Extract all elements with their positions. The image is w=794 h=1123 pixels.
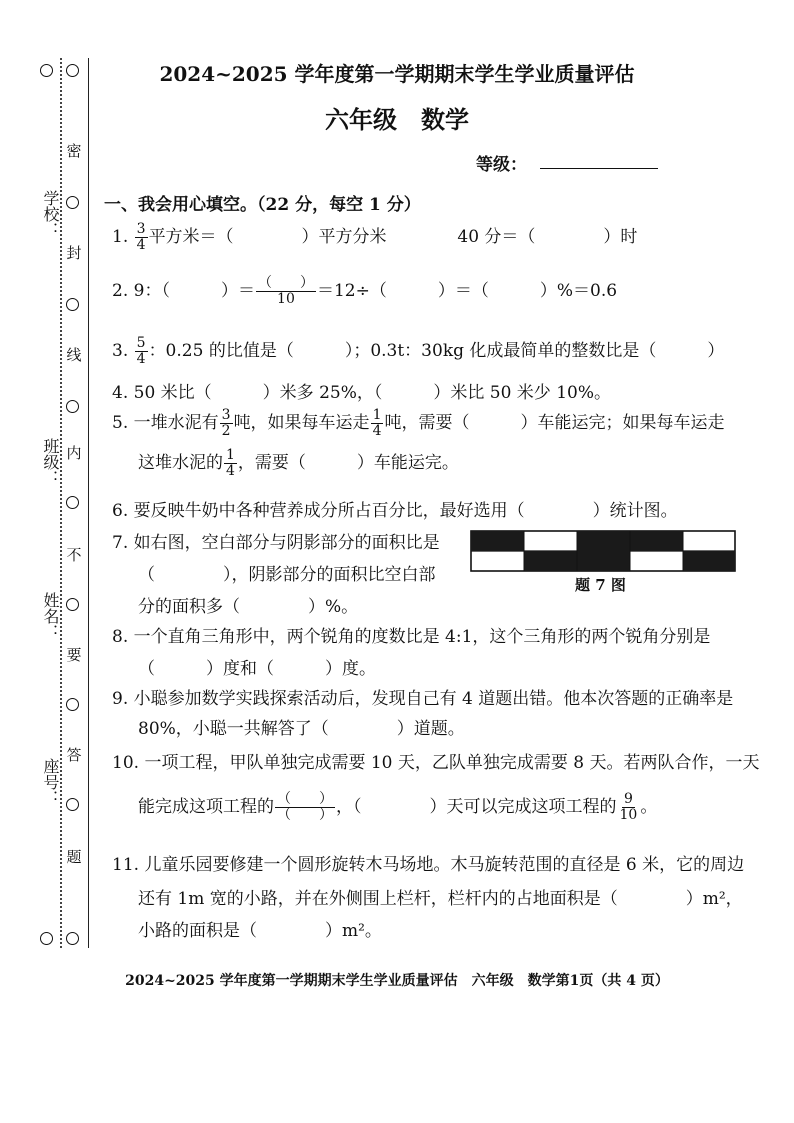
q3-fraction: $\frac{5}{4}$	[136, 335, 146, 367]
margin-circle	[66, 598, 79, 611]
q1-part-a: 平方米＝（ ）平方分米	[148, 227, 387, 247]
question-1	[112, 222, 637, 253]
q2-part-a: 9：（ ）＝	[133, 281, 255, 301]
q9-number: 9.	[112, 689, 129, 709]
question-9	[112, 684, 733, 709]
q1-part-b: 40 分＝（ ）时	[457, 227, 638, 247]
label-name: 姓名：	[38, 592, 60, 640]
seal-char-mi: 密	[64, 142, 84, 160]
q5-line2-a: 这堆水泥的	[138, 453, 223, 473]
exam-subtitle: 六年级 数学	[325, 105, 469, 134]
label-school: 学校：	[38, 190, 60, 238]
q10-fraction-2: $\frac{9}{10}$	[619, 791, 638, 823]
q8-line1: 一个直角三角形中，两个锐角的度数比是 4:1，这个三角形的两个锐角分别是	[133, 627, 711, 647]
q4-number: 4.	[112, 383, 129, 403]
margin-circle	[40, 932, 53, 945]
q7-line2: （ ），阴影部分的面积比空白部	[138, 565, 436, 585]
q11-line3: 小路的面积是（ ）m²。	[138, 921, 382, 941]
q5-fraction-3: $\frac{1}{4}$	[226, 447, 235, 479]
q11-line2: 还有 1m 宽的小路，并在外侧围上栏杆，栏杆内的占地面积是（ ）m²，	[138, 889, 743, 909]
label-seat: 座号：	[38, 758, 60, 806]
exam-title: 2024~2025 学年度第一学期期末学生学业质量评估	[159, 62, 635, 86]
margin-circle	[66, 496, 79, 509]
margin-circle	[66, 798, 79, 811]
seal-char-nei: 内	[64, 444, 84, 462]
question-3	[112, 336, 724, 367]
q3-number: 3.	[112, 341, 129, 361]
q6-number: 6.	[112, 501, 129, 521]
question-7	[112, 528, 440, 553]
q5-number: 5.	[112, 413, 129, 433]
q11-line1: 儿童乐园要修建一个圆形旋转木马场地。木马旋转范围的直径是 6 米，它的周边	[144, 855, 745, 875]
q7-number: 7.	[112, 533, 129, 553]
margin-dotted-line	[60, 58, 62, 948]
page-footer: 2024~2025 学年度第一学期期末学生学业质量评估 六年级 数学第1页（共 4 页）	[125, 973, 669, 989]
q5-part-b: 吨，如果每车运走	[233, 413, 370, 433]
section-heading: 一、我会用心填空。（22 分，每空 1 分）	[104, 195, 421, 215]
q7-line1: 如右图，空白部分与阴影部分的面积比是	[133, 533, 440, 553]
margin-circle	[66, 698, 79, 711]
grade-label: 等级：	[476, 155, 527, 175]
question-10	[112, 748, 760, 773]
q9-line2: 80%，小聪一共解答了（ ）道题。	[138, 719, 465, 739]
q7-figure-caption: 题 7 图	[575, 576, 626, 594]
q10-line2-a: 能完成这项工程的	[138, 797, 274, 817]
q5-part-c: 吨，需要（ ）车能运完；如果每车运走	[384, 413, 725, 433]
label-class: 班级：	[38, 438, 60, 486]
q5-fraction-2: $\frac{1}{4}$	[372, 407, 382, 439]
q9-line1: 小聪参加数学实践探索活动后，发现自己有 4 道题出错。他本次答题的正确率是	[133, 689, 734, 709]
q5-fraction-1: $\frac{3}{2}$	[221, 407, 231, 439]
seal-char-da: 答	[64, 746, 84, 764]
q5-part-a: 一堆水泥有	[133, 413, 219, 433]
question-5	[112, 408, 724, 439]
margin-circle	[66, 400, 79, 413]
margin-circle	[66, 196, 79, 209]
seal-char-xian: 线	[64, 346, 84, 364]
question-2	[112, 276, 617, 307]
q10-line2	[138, 792, 657, 823]
seal-char-feng: 封	[64, 244, 84, 262]
q2-number: 2.	[112, 281, 129, 301]
question-5-line-2	[138, 448, 459, 479]
seal-char-bu: 不	[64, 546, 84, 564]
q6-text: 要反映牛奶中各种营养成分所占百分比，最好选用（ ）统计图。	[133, 501, 678, 521]
margin-circle	[66, 932, 79, 945]
q5-line2-b: ，需要（ ）车能运完。	[237, 453, 459, 473]
q2-part-b: ＝12÷（ ）＝（ ）%＝0.6	[316, 281, 618, 301]
q10-line2-b: ，（ ）天可以完成这项工程的	[336, 797, 617, 817]
q7-line3: 分的面积多（ ）%。	[138, 597, 359, 617]
question-8	[112, 622, 710, 647]
q1-number: 1.	[112, 227, 129, 247]
q3-text: ：0.25 的比值是（ ）；0.3t：30kg 化成最简单的整数比是（ ）	[148, 341, 725, 361]
q1-fraction: $\frac{3}{4}$	[136, 221, 146, 253]
q10-number: 10.	[112, 753, 140, 773]
question-6	[112, 496, 678, 521]
q4-text: 50 米比（ ）米多 25%，（ ）米比 50 米少 10%。	[133, 383, 611, 403]
margin-line-inner	[88, 58, 89, 948]
question-4	[112, 378, 611, 403]
q10-line1: 一项工程，甲队单独完成需要 10 天，乙队单独完成需要 8 天。若两队合作，一天	[144, 753, 760, 773]
grade-answer-line[interactable]	[540, 168, 658, 169]
q8-number: 8.	[112, 627, 129, 647]
seal-char-ti: 题	[64, 848, 84, 866]
q10-fraction-1: $\frac{( )}{( )}$	[277, 791, 333, 823]
question-11	[112, 850, 744, 875]
seal-char-yao: 要	[64, 646, 84, 664]
margin-circle	[66, 298, 79, 311]
q10-line2-c: 。	[640, 797, 658, 817]
q2-fraction: $\frac{( )}{10}$	[257, 275, 314, 307]
q8-line2: （ ）度和（ ）度。	[138, 659, 376, 679]
q7-figure	[470, 530, 738, 574]
q11-number: 11.	[112, 855, 140, 875]
